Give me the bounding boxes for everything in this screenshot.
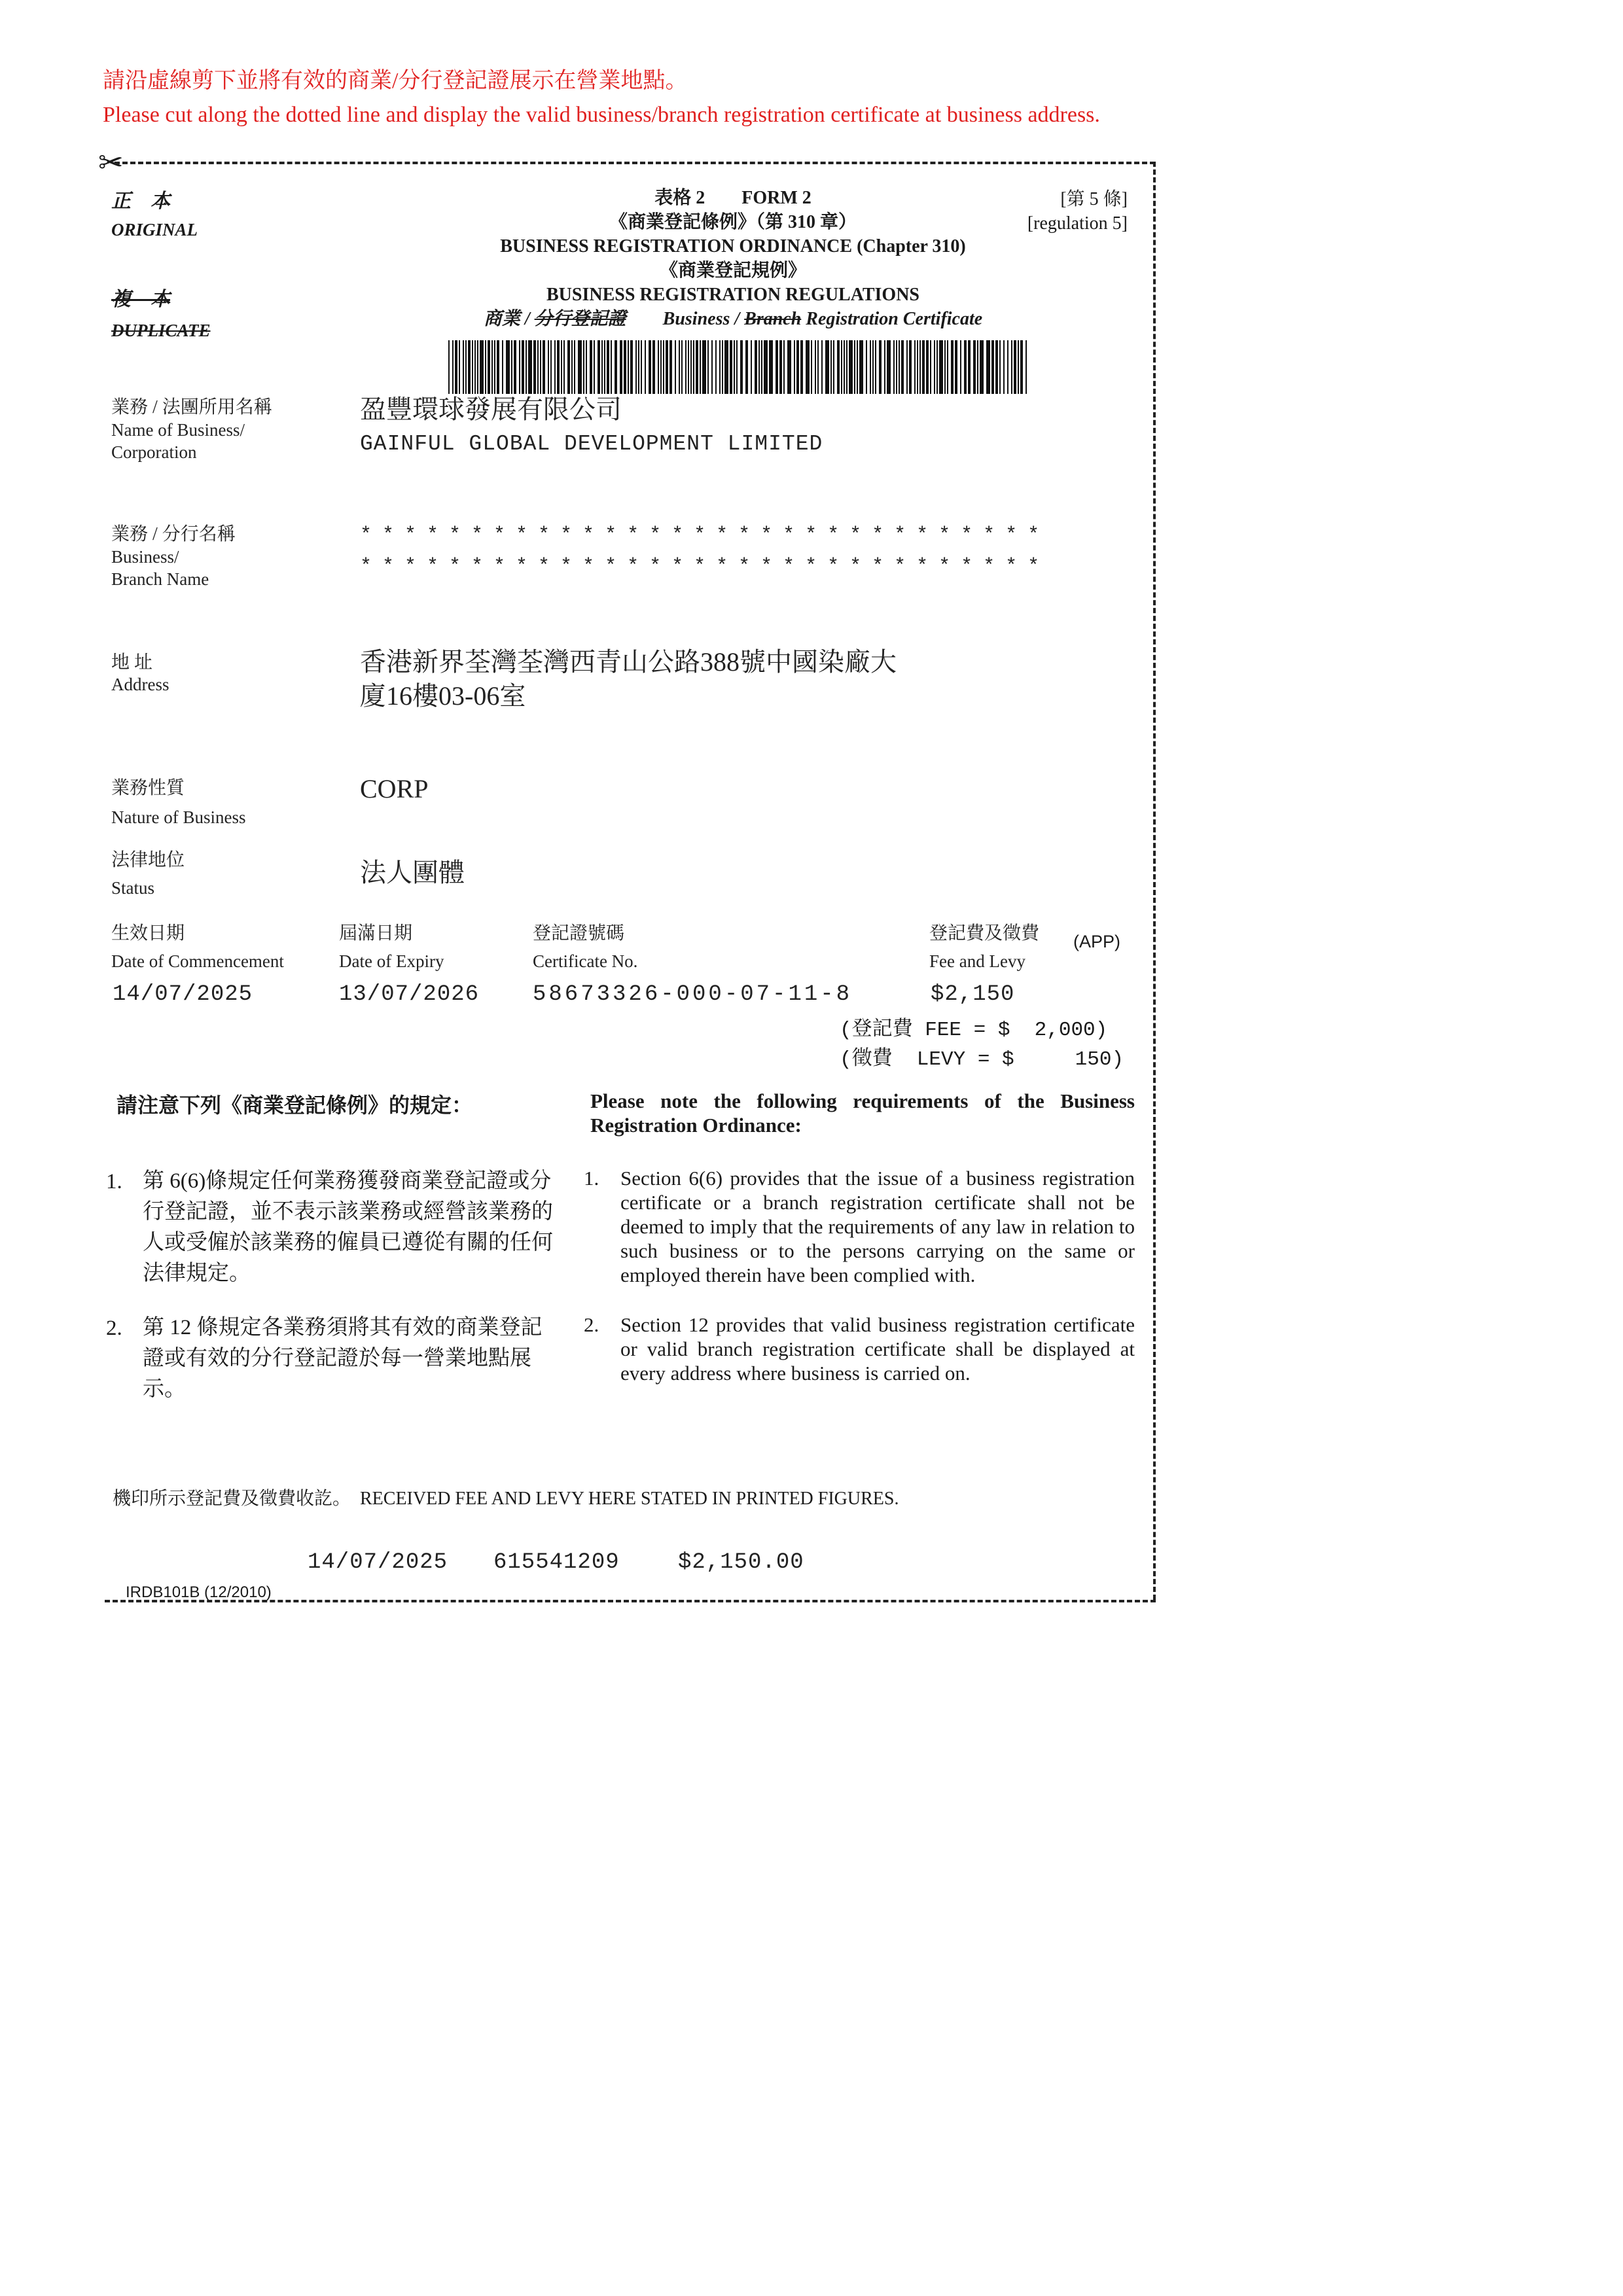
status-label-en: Status xyxy=(111,878,155,898)
nature-label-cn: 業務性質 xyxy=(111,778,185,798)
address-label-en: Address xyxy=(111,675,169,694)
fee-total: $2,150 xyxy=(931,982,1015,1007)
cert-title-business-cn: 商業 xyxy=(483,309,520,329)
cert-title-branch-cn: 分行登記證 xyxy=(534,309,626,329)
business-name-label-en-1: Name of Business/ xyxy=(111,420,245,440)
scissors-icon: ✂ xyxy=(98,146,124,179)
branch-name-label-cn: 業務 / 分行名稱 xyxy=(111,524,236,544)
ordinance-en: BUSINESS REGISTRATION ORDINANCE (Chapter 310) xyxy=(500,236,966,256)
certificate-number: 58673326-000-07-11-8 xyxy=(533,982,853,1007)
regulation-ref-en: [regulation 5] xyxy=(1027,213,1128,234)
certificate-barcode xyxy=(448,340,1027,394)
form-code: IRDB101B (12/2010) xyxy=(126,1583,272,1601)
business-name-cn: 盈豐環球發展有限公司 xyxy=(360,395,622,424)
app-tag: (APP) xyxy=(1073,932,1121,951)
requirements-heading-en: Please note the following requirements of the Business Registration Ordinance: xyxy=(590,1089,1135,1137)
expiry-date: 13/07/2026 xyxy=(339,982,480,1007)
legal-status: 法人團體 xyxy=(360,858,465,887)
req1-text-cn: 第 6(6)條規定任何業務獲發商業登記證或分行登記證，並不表示該業務或經營該業務的人或受僱於該業務的僱員已遵從有關的任何法律規定。 xyxy=(143,1169,553,1285)
cut-line-top xyxy=(115,162,1155,164)
address-line-1: 香港新界荃灣荃灣西青山公路388號中國染廠大 xyxy=(360,647,897,677)
levy-breakdown: (徵費 LEVY = $ 150) xyxy=(840,1048,1124,1071)
receipt-amount: $2,150.00 xyxy=(678,1550,804,1575)
nature-of-business: CORP xyxy=(360,774,429,804)
duplicate-label-en: DUPLICATE xyxy=(111,321,211,340)
address-label-cn: 地 址 xyxy=(111,652,153,673)
status-label-cn: 法律地位 xyxy=(111,850,185,870)
receipt-number: 615541209 xyxy=(493,1550,620,1575)
form-number: 表格 2 FORM 2 xyxy=(654,188,812,208)
certificate-title xyxy=(275,307,1191,331)
regulations-en: BUSINESS REGISTRATION REGULATIONS xyxy=(546,285,920,305)
business-name-label-cn: 業務 / 法團所用名稱 xyxy=(111,397,272,417)
business-name-label-en-2: Corporation xyxy=(111,442,197,462)
regulations-cn: 《商業登記規例》 xyxy=(659,260,806,281)
expiry-label-en: Date of Expiry xyxy=(339,951,444,971)
receipt-date: 14/07/2025 xyxy=(308,1550,448,1575)
duplicate-label-cn: 複 本 xyxy=(111,289,170,310)
original-label-en: ORIGINAL xyxy=(111,220,198,239)
certificate-no-label-cn: 登記證號碼 xyxy=(533,923,625,944)
expiry-label-cn: 屆滿日期 xyxy=(339,923,413,944)
cut-notice-cn: 請沿虛線剪下並將有效的商業/分行登記證展示在營業地點。 xyxy=(103,69,688,93)
req1-number-cn: 1. xyxy=(106,1170,122,1193)
cut-notice-en: Please cut along the dotted line and display the valid business/branch registration certificate at business address. xyxy=(103,103,1100,127)
commencement-label-en: Date of Commencement xyxy=(111,951,284,971)
business-name-en: GAINFUL GLOBAL DEVELOPMENT LIMITED xyxy=(360,432,823,456)
cert-title-sep: / xyxy=(520,309,535,329)
fee-label-en: Fee and Levy xyxy=(929,951,1026,971)
cert-title-rest-en: Registration Certificate xyxy=(801,309,983,329)
requirements-heading-cn: 請注意下列《商業登記條例》的規定： xyxy=(116,1093,473,1117)
commencement-date: 14/07/2025 xyxy=(113,982,253,1007)
ordinance-cn: 《商業登記條例》（第 310 章） xyxy=(609,212,857,232)
cert-title-business-en: Business / xyxy=(662,309,745,329)
nature-label-en: Nature of Business xyxy=(111,807,246,827)
branch-name-line-1: * * * * * * * * * * * * * * * * * * * * * * * * * * * * * * * xyxy=(360,524,1039,546)
regulation-ref-cn: [第 5 條] xyxy=(1060,189,1128,209)
req2-number-en: 2. xyxy=(584,1313,599,1336)
fee-label-cn: 登記費及徵費 xyxy=(929,923,1040,944)
cut-line-right xyxy=(1153,162,1156,1600)
req1-text-en: Section 6(6) provides that the issue of a business registration certificate or a branch registration certificate shall not be deemed to imply that the requirements of any law in relation to such business or to the persons carrying on the same or employed therein have been complied with. xyxy=(620,1167,1135,1286)
commencement-label-cn: 生效日期 xyxy=(111,923,185,944)
branch-name-line-2: * * * * * * * * * * * * * * * * * * * * * * * * * * * * * * * xyxy=(360,556,1039,578)
branch-name-label-en-2: Branch Name xyxy=(111,569,209,589)
receipt-statement: 機印所示登記費及徵費收訖。 RECEIVED FEE AND LEVY HERE STATED IN PRINTED FIGURES. xyxy=(113,1489,899,1509)
req2-text-cn: 第 12 條規定各業務須將其有效的商業登記證或有效的分行登記證於每一營業地點展示。 xyxy=(143,1316,543,1401)
certificate-no-label-en: Certificate No. xyxy=(533,951,638,971)
fee-breakdown: (登記費 FEE = $ 2,000) xyxy=(840,1019,1108,1042)
req2-text-en: Section 12 provides that valid business registration certificate or valid branch registration certificate shall be displayed at every address where business is carried on. xyxy=(620,1313,1135,1385)
branch-name-label-en-1: Business/ xyxy=(111,547,179,567)
address-line-2: 廈16樓03-06室 xyxy=(360,681,526,711)
req2-number-cn: 2. xyxy=(106,1316,122,1340)
original-label-cn: 正 本 xyxy=(111,190,170,212)
cert-title-branch-en: Branch xyxy=(744,309,802,329)
req1-number-en: 1. xyxy=(584,1167,599,1190)
